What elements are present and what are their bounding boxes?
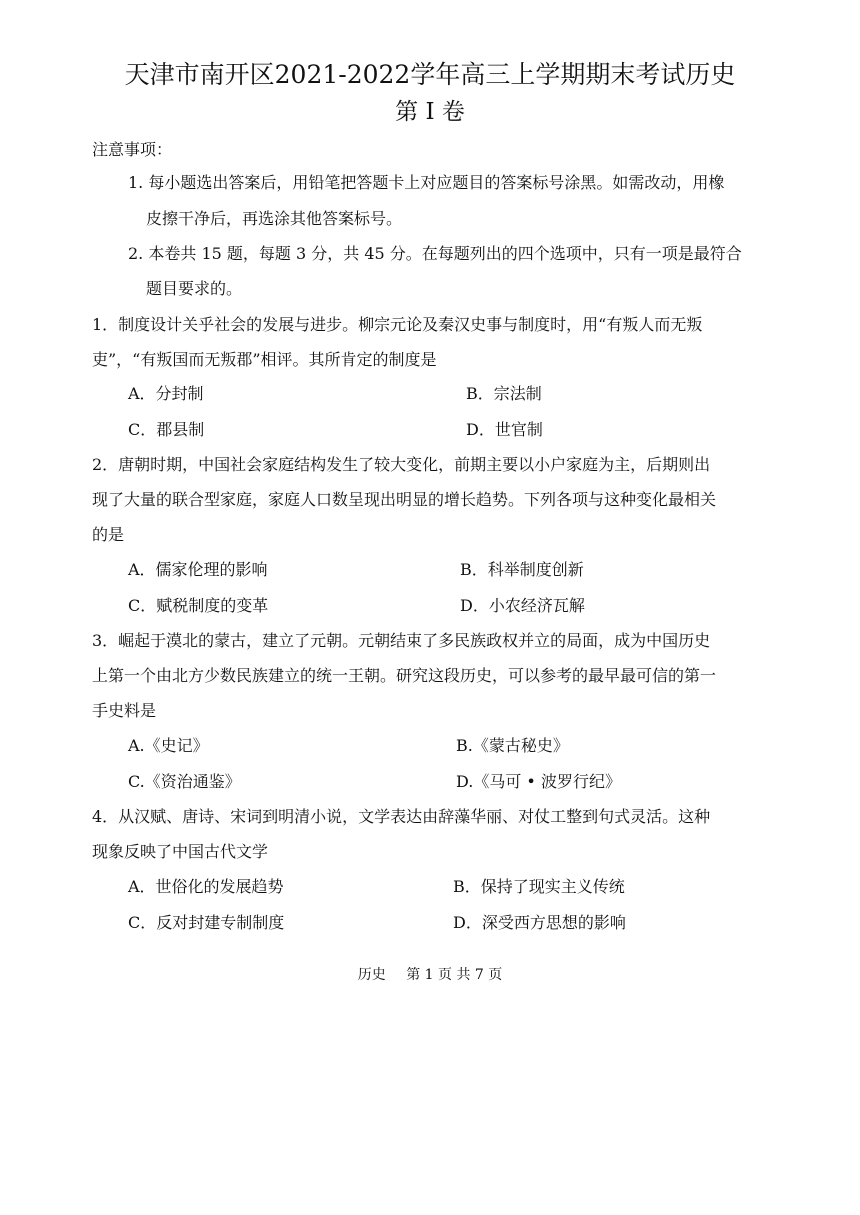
- question-3-line-2: 上第一个由北方少数民族建立的统一王朝。研究这段历史，可以参考的最早最可信的第一: [92, 666, 717, 685]
- note-item-2-line-2: 题目要求的。: [146, 279, 243, 298]
- question-3-option-c: C.《资治通鉴》: [128, 772, 241, 791]
- page-footer: [0, 966, 860, 984]
- question-3-option-a: A.《史记》: [128, 736, 209, 755]
- note-item-1-line-2: 皮擦干净后，再选涂其他答案标号。: [146, 209, 403, 228]
- question-4-line-2: 现象反映了中国古代文学: [92, 842, 269, 861]
- question-3-line-3: 手史料是: [92, 701, 157, 720]
- question-4-option-d: D．深受西方思想的影响: [453, 913, 626, 932]
- question-2-line-1: 2．唐朝时期，中国社会家庭结构发生了较大变化，前期主要以小户家庭为主，后期则出: [92, 455, 711, 474]
- section-title: 第 I 卷: [395, 99, 465, 125]
- question-1-option-d: D．世官制: [466, 420, 543, 439]
- question-2-option-d: D．小农经济瓦解: [460, 596, 585, 615]
- question-4-option-b: B．保持了现实主义传统: [453, 877, 625, 896]
- question-1-line-1: 1．制度设计关乎社会的发展与进步。柳宗元论及秦汉史事与制度时，用“有叛人而无叛: [92, 315, 703, 334]
- question-2-option-a: A．儒家伦理的影响: [128, 560, 268, 579]
- notes-heading: 注意事项：: [92, 140, 173, 159]
- note-item-1-line-1: 1. 每小题选出答案后，用铅笔把答题卡上对应题目的答案标号涂黑。如需改动，用橡: [128, 173, 725, 192]
- question-2-line-3: 的是: [92, 525, 125, 544]
- footer-page-number: 第 1 页 共 7 页: [406, 967, 503, 983]
- question-2-option-b: B．科举制度创新: [460, 560, 584, 579]
- question-1-option-a: A．分封制: [128, 384, 204, 403]
- question-4-line-1: 4．从汉赋、唐诗、宋词到明清小说，文学表达由辞藻华丽、对仗工整到句式灵活。这种: [92, 807, 711, 826]
- question-2-line-2: 现了大量的联合型家庭，家庭人口数呈现出明显的增长趋势。下列各项与这种变化最相关: [92, 490, 717, 509]
- question-3-option-b: B.《蒙古秘史》: [456, 736, 569, 755]
- question-1-option-c: C．郡县制: [128, 420, 205, 439]
- footer-subject: 历史: [357, 967, 386, 983]
- question-1-line-2: 吏”，“有叛国而无叛郡”相评。其所肯定的制度是: [92, 350, 437, 369]
- question-3-option-d: D.《马可 • 波罗行纪》: [456, 772, 621, 791]
- question-3-line-1: 3．崛起于漠北的蒙古，建立了元朝。元朝结束了多民族政权并立的局面，成为中国历史: [92, 631, 711, 650]
- question-2-option-c: C．赋税制度的变革: [128, 596, 269, 615]
- exam-title: 天津市南开区2021-2022学年高三上学期期末考试历史: [124, 60, 736, 89]
- note-item-2-line-1: 2. 本卷共 15 题，每题 3 分，共 45 分。在每题列出的四个选项中，只有一项是最符合: [128, 244, 742, 263]
- question-1-option-b: B．宗法制: [466, 384, 542, 403]
- question-4-option-c: C．反对封建专制制度: [128, 913, 285, 932]
- question-4-option-a: A．世俗化的发展趋势: [128, 877, 284, 896]
